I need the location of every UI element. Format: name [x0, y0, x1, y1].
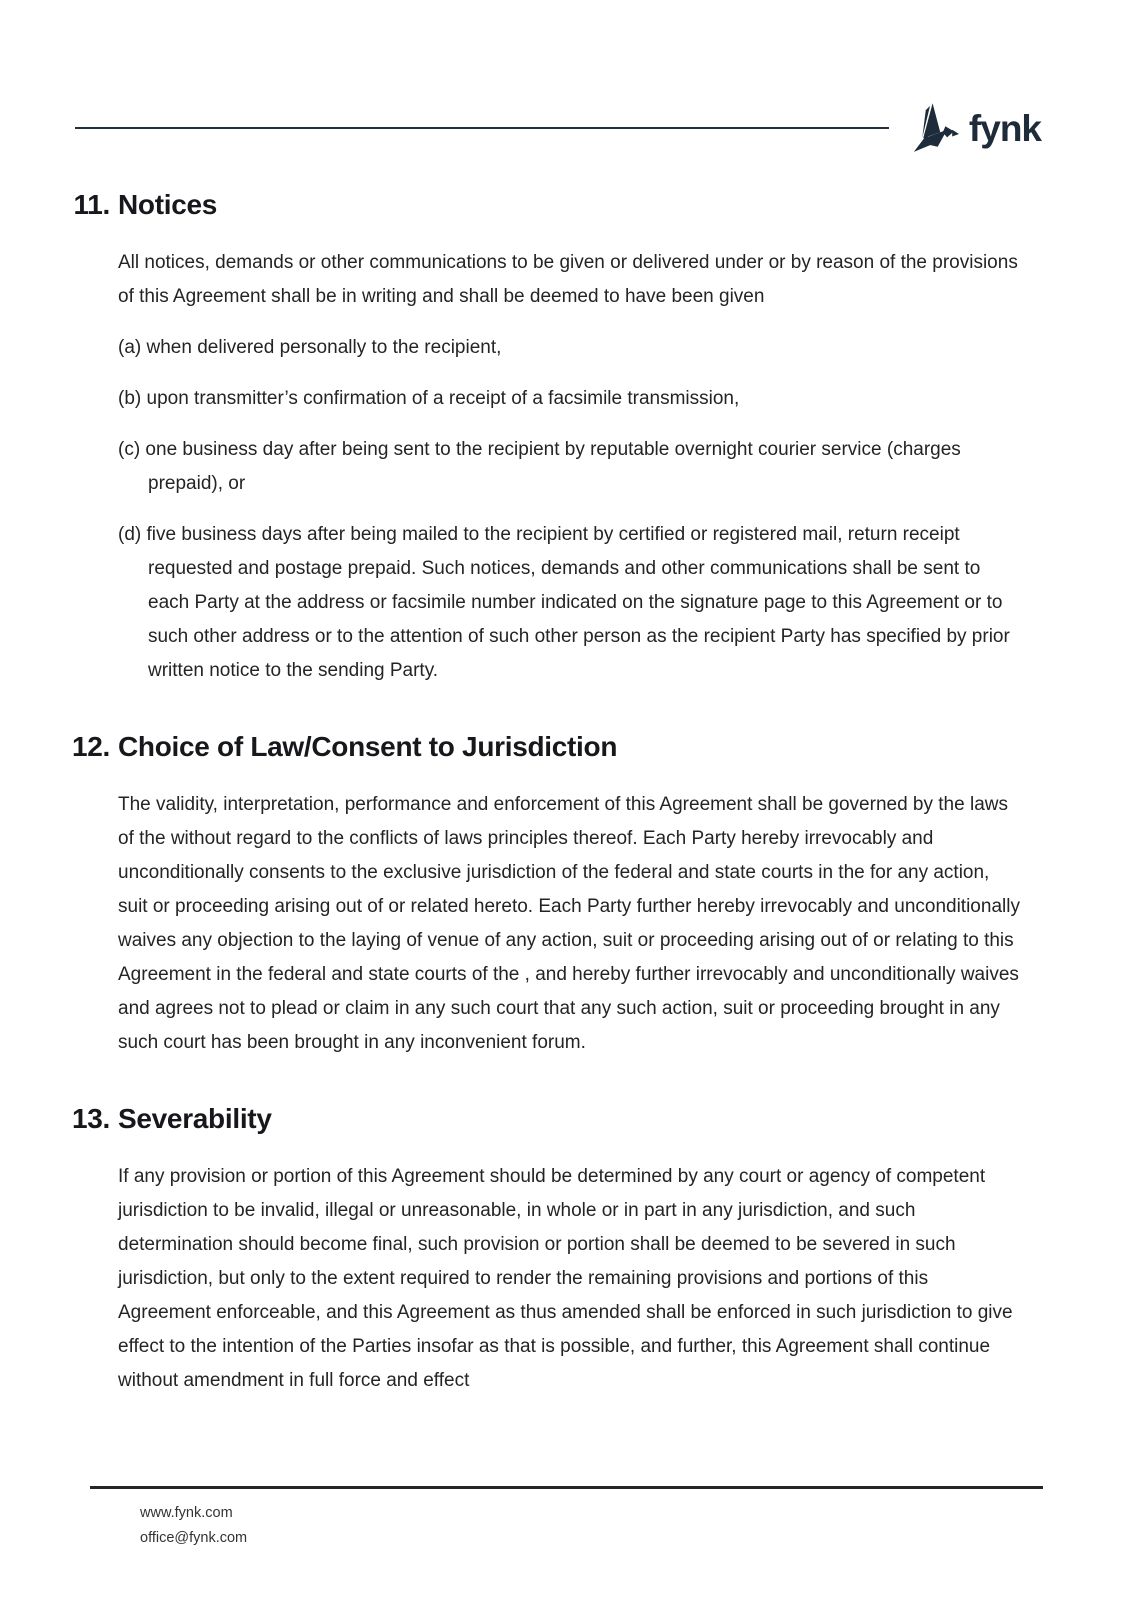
list-marker: (a)	[118, 337, 142, 358]
section-body-severability	[118, 1160, 1023, 1398]
footer-email: office@fynk.com	[140, 1530, 248, 1546]
section-heading-choice-of-law	[70, 728, 1023, 766]
fynk-logo-wordmark: fynk	[968, 107, 1041, 149]
list-item-b	[118, 382, 1023, 416]
list-marker: (b)	[118, 388, 142, 409]
section-title: Notices	[118, 189, 218, 220]
section-heading-severability	[70, 1100, 1023, 1138]
list-marker: (c)	[118, 439, 141, 460]
list-text: one business day after being sent to the recipient by reputable overnight courier service (charges prepaid), or	[140, 439, 961, 494]
list-text: five business days after being mailed to the recipient by certified or registered mail, return receipt requested and postage prepaid. Such notices, demands and other communications shall be sent to each Party at the address or facsimile number indicated on the signature page to this Agreement or to such other address or to the attention of such other person as the recipient Party has specified by prior written notice to the sending Party.	[141, 524, 1010, 681]
page-header	[0, 0, 1131, 158]
list-item-d	[118, 518, 1023, 688]
section-number: 13.	[71, 1103, 110, 1134]
section-title: Choice of Law/Consent to Jurisdiction	[118, 731, 618, 762]
list-item-a	[118, 331, 1023, 365]
list-marker: (d)	[118, 524, 142, 545]
section-number: 11.	[73, 189, 110, 220]
fynk-logo	[913, 102, 1041, 154]
page-footer	[0, 1486, 1131, 1551]
origami-bird-icon	[913, 102, 959, 154]
section-body-choice-of-law	[118, 788, 1023, 1060]
paragraph: If any provision or portion of this Agreement should be determined by any court or agency of competent jurisdiction to be invalid, illegal or unreasonable, in whole or in part in any jurisdiction, and such determination should become final, such provision or portion shall be deemed to be severed in such jurisdiction, but only to the extent required to render the remaining provisions and portions of this Agreement enforceable, and this Agreement as thus amended shall be enforced in such jurisdiction to give effect to the intention of the Parties insofar as that is possible, and further, this Agreement shall continue without amendment in full force and effect	[118, 1166, 1013, 1391]
section-number: 12.	[71, 731, 110, 762]
paragraph: The validity, interpretation, performance and enforcement of this Agreement shall be governed by the laws of the without regard to the conflicts of laws principles thereof. Each Party hereby irrevocably and unconditionally consents to the exclusive jurisdiction of the federal and state courts in the for any action, suit or proceeding arising out of or related hereto. Each Party further hereby irrevocably and unconditionally waives any objection to the laying of venue of any action, suit or proceeding arising out of or relating to this Agreement in the federal and state courts of the , and hereby further irrevocably and unconditionally waives and agrees not to plead or claim in any such court that any such action, suit or proceeding brought in any such court has been brought in any inconvenient forum.	[118, 794, 1020, 1053]
section-title: Severability	[118, 1103, 272, 1134]
list-item-c	[118, 433, 1023, 501]
section-heading-notices	[70, 186, 1023, 224]
list-text: upon transmitter’s confirmation of a receipt of a facsimile transmission,	[141, 388, 740, 409]
document-content	[0, 186, 1131, 1398]
footer-website: www.fynk.com	[140, 1505, 233, 1521]
list-text: when delivered personally to the recipient,	[141, 337, 502, 358]
section-body-notices	[118, 246, 1023, 688]
paragraph: All notices, demands or other communications to be given or delivered under or by reason of the provisions of this Agreement shall be in writing and shall be deemed to have been given	[118, 252, 1018, 307]
footer-contacts	[140, 1501, 1131, 1551]
footer-rule	[90, 1486, 1043, 1489]
header-rule	[75, 127, 889, 129]
